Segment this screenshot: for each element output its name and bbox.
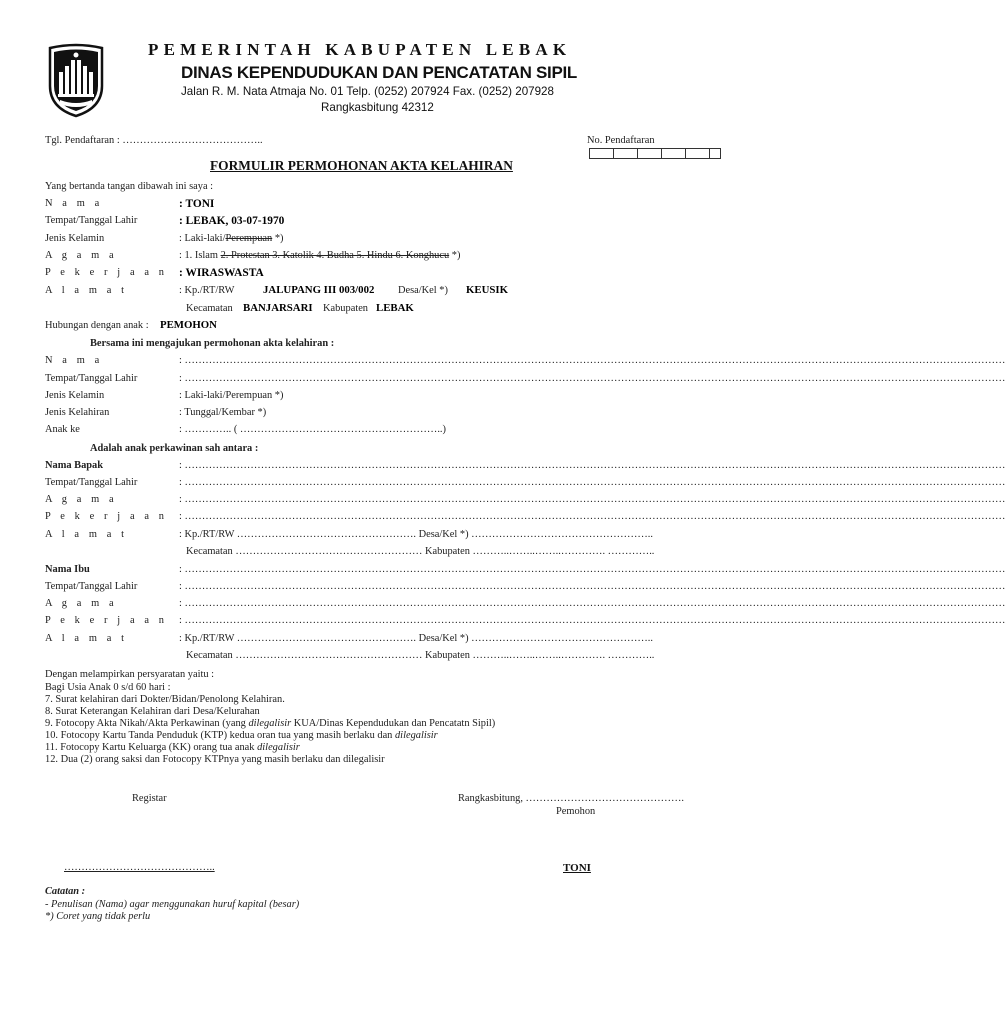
applicant-kec-value: BANJARSARI [243,302,313,314]
applicant-name: : TONI [179,198,215,210]
sign-place-date[interactable]: Rangkasbitung, ………………………………………. [458,793,684,804]
father-name-label: Nama Bapak [45,460,104,471]
father-district-field[interactable]: Kecamatan ……………………………………………… Kabupaten ………..……..……..…………. ………….. [186,546,655,557]
applicant-religion-label: A g a m a [45,250,118,261]
religion-struck: 2. Protestan 3. Katolik 4. Budha 5. Hindu 6. Konghucu [220,250,450,261]
child-order-label: Anak ke [45,424,80,435]
father-address-label: A l a m a t [45,529,128,540]
mother-district-field[interactable]: Kecamatan ……………………………………………… Kabupaten ………..……..……..…………. ………….. [186,650,655,661]
registar-label: Registar [132,793,167,804]
father-birth-label: Tempat/Tanggal Lahir [45,477,138,488]
applicant-birth: : LEBAK, 03-07-1970 [179,215,285,227]
applicant-desa-label: Desa/Kel *) [398,285,448,296]
child-birth-label: Tempat/Tanggal Lahir [45,373,138,384]
mother-occupation-label: P e k e r j a a n [45,615,168,626]
mother-religion-field[interactable]: : ………………………………………………………………………………………………………………………………………………………………………………………………………………… [179,598,1005,609]
parents-section-heading: Adalah anak perkawinan sah antara : [90,443,259,454]
requirement-item [45,742,300,753]
requirements-intro: Dengan melampirkan persyaratan yaitu : [45,669,215,680]
mother-address-label: A l a m a t [45,633,128,644]
applicant-signature-name: TONI [563,862,591,874]
relationship-value: PEMOHON [160,319,217,331]
applicant-desa-value: KEUSIK [466,284,509,296]
child-birth-field[interactable]: : ………………………………………………………………………………………………………………………………………………………………………………………………………………… [179,373,1005,384]
applicant-birth-label: Tempat/Tanggal Lahir [45,215,138,226]
mother-religion-label: A g a m a [45,598,118,609]
child-birth-type-label: Jenis Kelahiran [45,407,110,418]
mother-birth-label: Tempat/Tanggal Lahir [45,581,138,592]
father-occupation-field[interactable]: : ………………………………………………………………………………………………………………………………………………………………………………………………………………… [179,511,1005,522]
gender-option-struck: Perempuan [225,233,273,244]
gender-option: : Laki-laki/ [179,233,226,244]
number-box[interactable] [661,148,686,159]
applicant-kp-label: : Kp./RT/RW [179,285,235,296]
applicant-occupation-value: WIRASWASTA [185,267,264,279]
coat-of-arms-icon [45,42,107,118]
father-occupation-label: P e k e r j a a n [45,511,168,522]
registar-signature-line[interactable]: …………………………………….. [64,862,215,873]
header-city: Rangkasbitung 42312 [321,101,434,114]
registration-number-label: No. Pendaftaran [587,135,655,146]
requirement-item: 7. Surat kelahiran dari Dokter/Bidan/Penolong Kelahiran. [45,694,285,705]
requirement-text: 10. Fotocopy Kartu Tanda Penduduk (KTP) kedua oran tua yang masih berlaku dan [45,730,395,741]
requirement-emphasis: dilegalisir [394,730,438,741]
number-box[interactable] [709,148,721,159]
mother-address-field[interactable]: : Kp./RT/RW ……………………………………………. Desa/Kel *) …………………………………………….. [179,633,653,644]
requirements-sub: Bagi Usia Anak 0 s/d 60 hari : [45,682,171,693]
header-address: Jalan R. M. Nata Atmaja No. 01 Telp. (0252) 207924 Fax. (0252) 207928 [181,85,554,98]
child-order-field[interactable]: : ………….. ( …………………………………………………..) [179,424,446,435]
requirement-item: 12. Dua (2) orang saksi dan Fotocopy KTPnya yang masih berlaku dan dilegalisir [45,754,385,765]
logo [45,42,107,118]
child-name-label: N a m a [45,355,103,366]
applicant-religion [179,250,460,261]
form-title: FORMULIR PERMOHONAN AKTA KELAHIRAN [210,158,513,173]
requirement-text: 11. Fotocopy Kartu Keluarga (KK) orang tua anak [45,742,258,753]
applicant-birth-value: LEBAK, 03-07-1970 [185,215,285,227]
father-religion-label: A g a m a [45,494,118,505]
child-name-field[interactable]: : ………………………………………………………………………………………………………………………………………………………………………………………………………………… [179,355,1005,366]
applicant-name-label: N a m a [45,198,103,209]
requirement-text: 9. Fotocopy Akta Nikah/Akta Perkawinan (yang [45,718,249,729]
applicant-gender-label: Jenis Kelamin [45,233,105,244]
mother-birth-field[interactable]: : ………………………………………………………………………………………………………………………………………………………………………………………………………………… [179,581,1005,592]
applicant-gender [179,233,283,244]
applicant-sign-label: Pemohon [556,806,596,817]
child-section-heading: Bersama ini mengajukan permohonan akta kelahiran : [90,338,335,349]
note-item: *) Coret yang tidak perlu [45,911,151,922]
applicant-kec-label: Kecamatan [186,303,233,314]
father-religion-field[interactable]: : ………………………………………………………………………………………………………………………………………………………………………………………………………………… [179,494,1005,505]
religion-note: *) [449,250,461,261]
mother-occupation-field[interactable]: : ………………………………………………………………………………………………………………………………………………………………………………………………………………… [179,615,1005,626]
child-gender-label: Jenis Kelamin [45,390,105,401]
mother-name-field[interactable]: : ………………………………………………………………………………………………………………………………………………………………………………………………………………… [179,564,1005,575]
requirement-text: KUA/Dinas Kependudukan dan Pencatatn Sipil) [291,718,496,729]
requirement-item [45,718,495,729]
number-box[interactable] [685,148,710,159]
registration-date: Tgl. Pendaftaran : ………………………………….. [45,135,263,146]
applicant-name-value: TONI [185,198,215,210]
notes-heading: Catatan : [45,886,86,897]
religion-selected: : 1. Islam [179,250,218,261]
header-agency: PEMERINTAH KABUPATEN LEBAK [148,40,572,59]
number-box[interactable] [613,148,638,159]
number-box[interactable] [589,148,614,159]
requirement-emphasis: dilegalisir [248,718,292,729]
child-gender-field[interactable]: : Laki-laki/Perempuan *) [179,390,284,401]
requirement-item: 8. Surat Keterangan Kelahiran dari Desa/Kelurahan [45,706,260,717]
applicant-kab-value: LEBAK [376,302,414,314]
father-address-field[interactable]: : Kp./RT/RW ……………………………………………. Desa/Kel *) …………………………………………….. [179,529,653,540]
header-department: DINAS KEPENDUDUKAN DAN PENCATATAN SIPIL [181,63,577,82]
father-name-field[interactable]: : ………………………………………………………………………………………………………………………………………………………………………………………………………………… [179,460,1005,471]
relationship-label: Hubungan dengan anak : [45,320,149,331]
applicant-address-label: A l a m a t [45,285,128,296]
child-birth-type-field[interactable]: : Tunggal/Kembar *) [179,407,267,418]
applicant-occupation: : WIRASWASTA [179,267,264,279]
requirement-item [45,730,438,741]
applicant-kp-value: JALUPANG III 003/002 [263,284,375,296]
father-birth-field[interactable]: : ………………………………………………………………………………………………………………………………………………………………………………………………………………… [179,477,1005,488]
gender-note: *) [272,233,284,244]
intro-text: Yang bertanda tangan dibawah ini saya : [45,181,214,192]
number-box[interactable] [637,148,662,159]
applicant-occupation-label: P e k e r j a a n [45,267,168,278]
applicant-kab-label: Kabupaten [323,303,369,314]
mother-name-label: Nama Ibu [45,564,90,575]
requirement-emphasis: dilegalisir [257,742,300,753]
note-item: - Penulisan (Nama) agar menggunakan huruf kapital (besar) [45,899,300,910]
